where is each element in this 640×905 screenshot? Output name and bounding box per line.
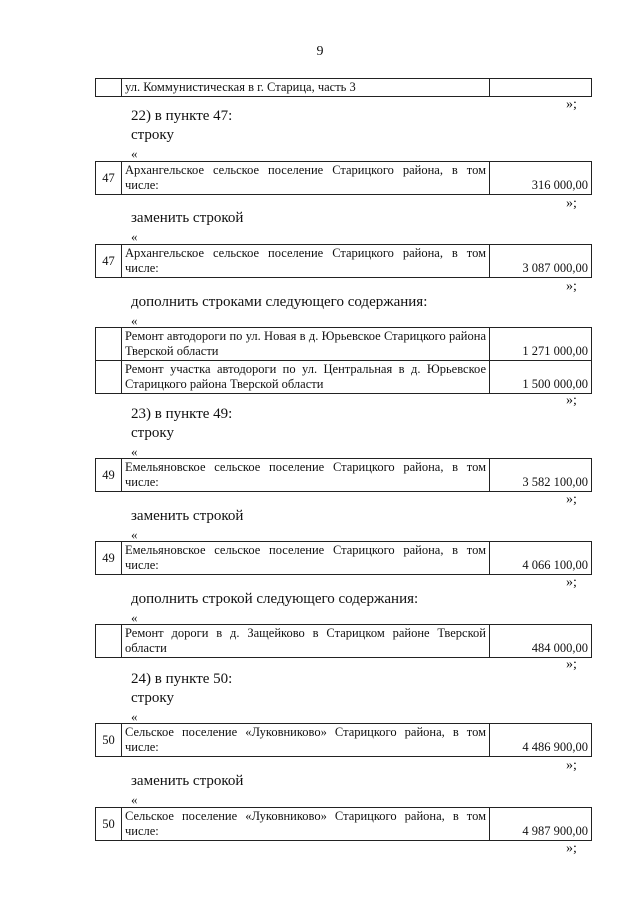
row-name-cell: Емельяновское сельское поселение Старицкого района, в том числе: (122, 542, 490, 575)
row-value-cell: 484 000,00 (490, 625, 592, 658)
row-number-cell: 49 (96, 542, 122, 575)
row-name-cell: Архангельское сельское поселение Старицкого района, в том числе: (122, 245, 490, 278)
opening-quote: « (131, 146, 138, 161)
table-row (96, 328, 592, 361)
section-24-old-table (95, 723, 592, 757)
row-name-cell: Ремонт автодороги по ул. Новая в д. Юрьевское Старицкого района Тверской области (122, 328, 490, 361)
row-number-cell (96, 361, 122, 394)
closing-quote: »; (566, 393, 577, 408)
section-22-replace-label: заменить строкой (131, 210, 244, 226)
row-value-cell (490, 79, 592, 97)
table-row (96, 162, 592, 195)
row-value-cell: 4 486 900,00 (490, 724, 592, 757)
row-name-cell: Емельяновское сельское поселение Старицкого района, в том числе: (122, 459, 490, 492)
opening-quote: « (131, 527, 138, 542)
table-row (96, 808, 592, 841)
section-23-added-table (95, 624, 592, 658)
closing-quote: »; (566, 841, 577, 856)
section-23-heading: 23) в пункте 49: (131, 406, 233, 422)
table-row (96, 625, 592, 658)
section-22-old-table (95, 161, 592, 195)
row-value-cell: 4 066 100,00 (490, 542, 592, 575)
section-22-new-table (95, 244, 592, 278)
row-value-cell: 316 000,00 (490, 162, 592, 195)
table-row (96, 542, 592, 575)
continuation-table (95, 78, 592, 97)
row-number-cell: 49 (96, 459, 122, 492)
closing-quote: »; (566, 758, 577, 773)
closing-quote: »; (566, 196, 577, 211)
opening-quote: « (131, 792, 138, 807)
section-23-old-table (95, 458, 592, 492)
row-value-cell: 3 087 000,00 (490, 245, 592, 278)
row-value-cell: 1 500 000,00 (490, 361, 592, 394)
row-number-cell: 50 (96, 808, 122, 841)
closing-quote: »; (566, 279, 577, 294)
section-24-new-table (95, 807, 592, 841)
row-name-cell: ул. Коммунистическая в г. Старица, часть 3 (122, 79, 490, 97)
closing-quote: »; (566, 575, 577, 590)
row-value-cell: 3 582 100,00 (490, 459, 592, 492)
table-row (96, 79, 592, 97)
page-number: 9 (316, 44, 324, 59)
opening-quote: « (131, 313, 138, 328)
row-number-cell: 50 (96, 724, 122, 757)
opening-quote: « (131, 229, 138, 244)
row-number-cell: 47 (96, 245, 122, 278)
row-name-cell: Ремонт дороги в д. Защейково в Старицком районе Тверской области (122, 625, 490, 658)
row-name-cell: Архангельское сельское поселение Старицкого района, в том числе: (122, 162, 490, 195)
row-number-cell (96, 328, 122, 361)
opening-quote: « (131, 444, 138, 459)
opening-quote: « (131, 610, 138, 625)
row-name-cell: Сельское поселение «Луковниково» Старицкого района, в том числе: (122, 724, 490, 757)
closing-quote: »; (566, 97, 577, 112)
section-22-added-table (95, 327, 592, 394)
section-24-heading: 24) в пункте 50: (131, 671, 233, 687)
section-22-row-word: строку (131, 127, 174, 143)
section-22-heading: 22) в пункте 47: (131, 108, 233, 124)
table-row (96, 724, 592, 757)
closing-quote: »; (566, 657, 577, 672)
section-23-row-word: строку (131, 425, 174, 441)
row-number-cell: 47 (96, 162, 122, 195)
section-24-row-word: строку (131, 690, 174, 706)
row-name-cell: Ремонт участка автодороги по ул. Центральная в д. Юрьевское Старицкого района Тверской области (122, 361, 490, 394)
section-23-new-table (95, 541, 592, 575)
section-23-replace-label: заменить строкой (131, 508, 244, 524)
table-row (96, 361, 592, 394)
row-number-cell (96, 625, 122, 658)
table-row (96, 245, 592, 278)
row-value-cell: 1 271 000,00 (490, 328, 592, 361)
row-name-cell: Сельское поселение «Луковниково» Старицкого района, в том числе: (122, 808, 490, 841)
section-23-add-label: дополнить строкой следующего содержания: (131, 591, 419, 607)
row-number-cell (96, 79, 122, 97)
closing-quote: »; (566, 492, 577, 507)
section-22-add-label: дополнить строками следующего содержания: (131, 294, 428, 310)
row-value-cell: 4 987 900,00 (490, 808, 592, 841)
table-row (96, 459, 592, 492)
opening-quote: « (131, 709, 138, 724)
section-24-replace-label: заменить строкой (131, 773, 244, 789)
